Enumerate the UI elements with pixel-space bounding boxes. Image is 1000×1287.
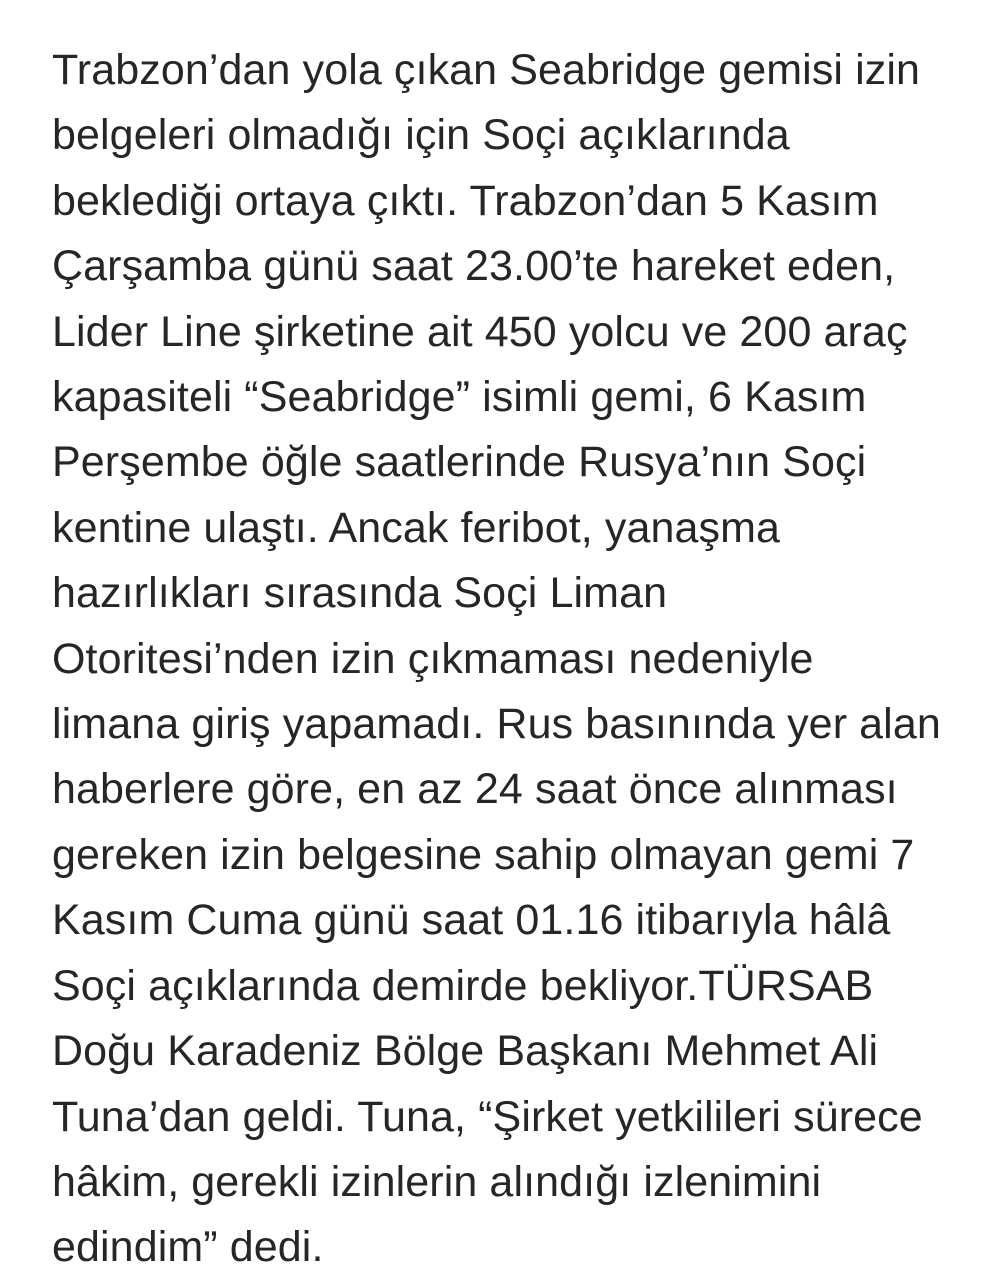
article-line: haberlere göre, en az 24 saat önce alınması xyxy=(52,765,898,814)
article-line: Perşembe öğle saatlerinde Rusya’nın Soçi xyxy=(52,438,867,487)
article-line: Trabzon’dan yola çıkan Seabridge gemisi izin xyxy=(52,46,921,94)
article-line: gereken izin belgesine sahip olmayan gemi 7 xyxy=(52,830,915,879)
article-line: Tuna’dan geldi. Tuna, “Şirket yetkilileri sürece xyxy=(52,1092,923,1141)
article-line: kentine ulaştı. Ancak feribot, yanaşma xyxy=(52,503,781,552)
article-line: Doğu Karadeniz Bölge Başkanı Mehmet Ali xyxy=(52,1027,879,1076)
article-line: Otoritesi’nden izin çıkmaması nedeniyle xyxy=(52,634,814,683)
article-line: edindim” dedi. xyxy=(52,1223,324,1272)
article-line: kapasiteli “Seabridge” isimli gemi, 6 Kasım xyxy=(52,373,867,422)
article-body xyxy=(52,38,972,1281)
article-line: Çarşamba günü saat 23.00’te hareket eden, xyxy=(52,242,896,291)
article-line: hazırlıkları sırasında Soçi Liman xyxy=(52,569,668,618)
article-line: limana giriş yapamadı. Rus basınında yer alan xyxy=(52,700,941,749)
article-line: beklediği ortaya çıktı. Trabzon’dan 5 Kasım xyxy=(52,176,879,225)
article-line: Kasım Cuma günü saat 01.16 itibarıyla hâlâ xyxy=(52,896,891,945)
article-line: Lider Line şirketine ait 450 yolcu ve 200 araç xyxy=(52,307,908,356)
article-line: hâkim, gerekli izinlerin alındığı izlenimini xyxy=(52,1157,822,1206)
article-line: Soçi açıklarında demirde bekliyor.TÜRSAB xyxy=(52,961,874,1010)
article-line: belgeleri olmadığı için Soçi açıklarında xyxy=(52,111,790,160)
